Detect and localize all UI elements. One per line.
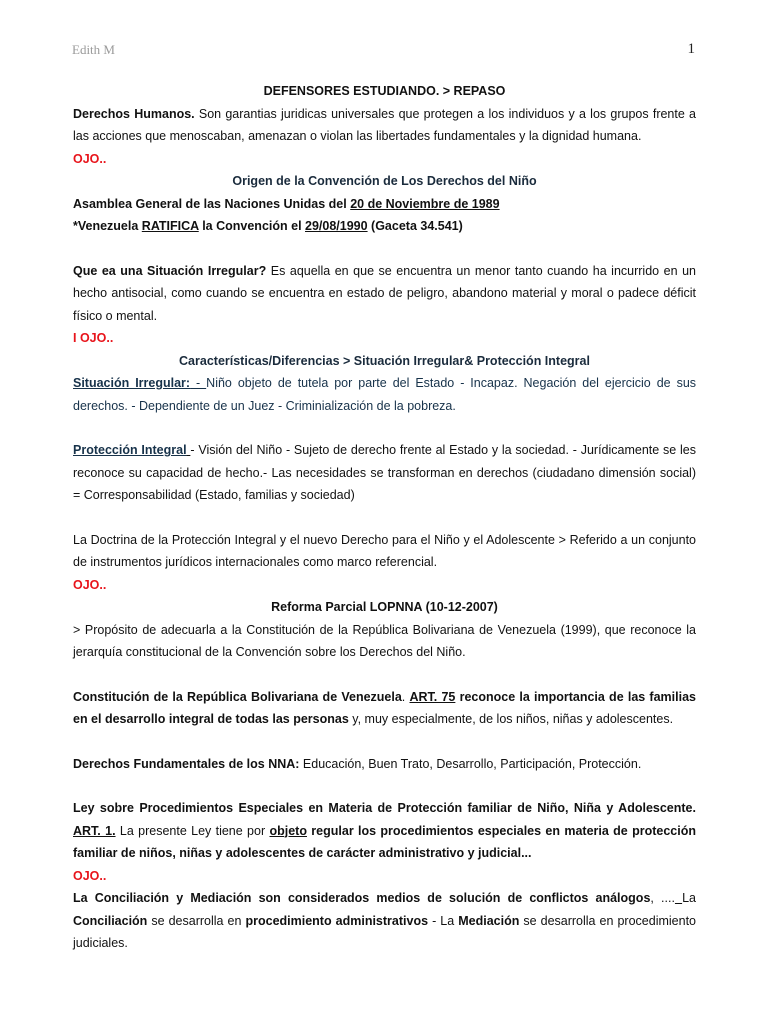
venezuela-ratifica-line <box>73 215 696 238</box>
conciliacion-paragraph <box>73 887 696 955</box>
ojo-note: I OJO.. <box>73 331 114 345</box>
ley-text-1: La presente Ley tiene por <box>115 823 270 838</box>
document-title: DEFENSORES ESTUDIANDO. > REPASO <box>263 84 506 98</box>
constitucion-bold-text: reconoce la importancia de las familias en el desarrollo integral de todas las personas <box>73 689 696 726</box>
mediacion-term: Mediación <box>458 913 520 928</box>
procedimiento-administrativos: procedimiento administrativos <box>245 913 429 928</box>
origen-heading: Origen de la Convención de Los Derechos del Niño <box>232 174 537 188</box>
header-author: Edith M <box>72 42 115 57</box>
art-75: ART. 75 <box>409 689 456 704</box>
convencion-text: la Convención el <box>198 219 306 233</box>
page-number: 1 <box>687 41 695 57</box>
situacion-irregular-definition <box>73 372 696 417</box>
derechos-fundamentales-label: Derechos Fundamentales de los NNA: <box>73 756 300 771</box>
situacion-answer: Es aquella en que se encuentra un menor tanto cuando ha incurrido en un hecho antisocial, como cuando se encuentra en estado de peligro, abandono material y moral o padece déficit físico o mental. <box>73 263 697 323</box>
proteccion-integral-label: Protección Integral <box>73 443 187 457</box>
conciliacion-mid-1: se desarrolla en <box>147 913 246 928</box>
situacion-question: Que ea una Situación Irregular? <box>73 263 267 278</box>
conciliacion-bold: La Conciliación y Mediación son considerados medios de solución de conflictos análogos <box>73 891 651 905</box>
derechos-fundamentales-list: Educación, Buen Trato, Desarrollo, Participación, Protección. <box>299 756 642 771</box>
conciliacion-sep: , .... <box>650 891 675 905</box>
constitucion-dot: . <box>401 689 410 704</box>
derechos-humanos-paragraph <box>73 103 696 148</box>
situacion-irregular-label: Situación Irregular: <box>73 376 191 390</box>
reforma-paragraph: > Propósito de adecuarla a la Constitución de la República Bolivariana de Venezuela (1999), que reconoce la jerarquía constitucional de la Convención sobre los Derechos del Niño. <box>73 622 696 659</box>
ojo-note: OJO.. <box>73 577 107 592</box>
derechos-humanos-term: Derechos Humanos. <box>73 106 195 121</box>
constitucion-rest: y, muy especialmente, de los niños, niñas y adolescentes. <box>348 712 674 726</box>
derechos-fundamentales-paragraph <box>73 753 696 776</box>
situacion-irregular-dash: - <box>190 376 207 390</box>
asamblea-line <box>73 193 696 216</box>
asamblea-text: Asamblea General de las Naciones Unidas del <box>73 196 351 211</box>
asamblea-date: 20 de Noviembre de 1989 <box>350 196 500 211</box>
doctrina-paragraph: La Doctrina de la Protección Integral y el nuevo Derecho para el Niño y el Adolescente > Referido a un conjunto de instrumentos jurídicos internacionales como marco referencial. <box>73 532 696 569</box>
ley-paragraph <box>73 797 696 865</box>
gaceta-text: (Gaceta 34.541) <box>367 219 463 233</box>
art-1: ART. 1. <box>73 823 116 838</box>
ley-title: Ley sobre Procedimientos Especiales en Materia de Protección familiar de Niño, Niña y Adolescente. <box>73 801 696 815</box>
ojo-note: OJO.. <box>73 868 107 883</box>
conciliacion-la: La <box>682 891 696 905</box>
ojo-note: OJO.. <box>73 151 107 166</box>
constitucion-paragraph <box>73 686 696 731</box>
derechos-humanos-text: Son garantias juridicas universales que protegen a los individuos y a los grupos frente a las acciones que menoscaban, amenazan o violan las libertades fundamentales y la dignidad humana. <box>73 106 696 143</box>
ratifica-word: RATIFICA <box>141 219 199 233</box>
situacion-irregular-paragraph <box>73 260 696 328</box>
proteccion-integral-definition <box>73 439 696 507</box>
conciliacion-end: se desarrolla en procedimiento judiciales. <box>73 913 697 950</box>
proteccion-integral-text: - Visión del Niño - Sujeto de derecho frente al Estado y la sociedad. - Jurídicamente se les reconoce su capacidad de hecho.- Las necesidades se transforman en derechos (ciudadano dimensión social) = Corresponsabilidad (Estado, familias y sociedad) <box>73 443 696 502</box>
venezuela-text: *Venezuela <box>73 219 142 233</box>
ratification-date: 29/08/1990 <box>305 219 368 233</box>
conciliacion-mid-2: - La <box>428 913 459 928</box>
constitucion-name: Constitución de la República Bolivariana de Venezuela <box>73 689 402 704</box>
objeto-word: objeto <box>269 823 307 838</box>
reforma-heading: Reforma Parcial LOPNNA (10-12-2007) <box>271 600 498 614</box>
caracteristicas-heading: Características/Diferencias > Situación Irregular& Protección Integral <box>179 353 590 368</box>
document-body <box>73 80 696 955</box>
conciliacion-term: Conciliación <box>73 913 148 928</box>
situacion-irregular-text: Niño objeto de tutela por parte del Estado - Incapaz. Negación del ejercicio de sus derechos. - Dependiente de un Juez - Criminialización de la pobreza. <box>73 376 697 413</box>
ley-text-2: regular los procedimientos especiales en materia de protección familiar de niños, niñas y adolescentes de carácter administrativo y judicial... <box>73 823 696 860</box>
